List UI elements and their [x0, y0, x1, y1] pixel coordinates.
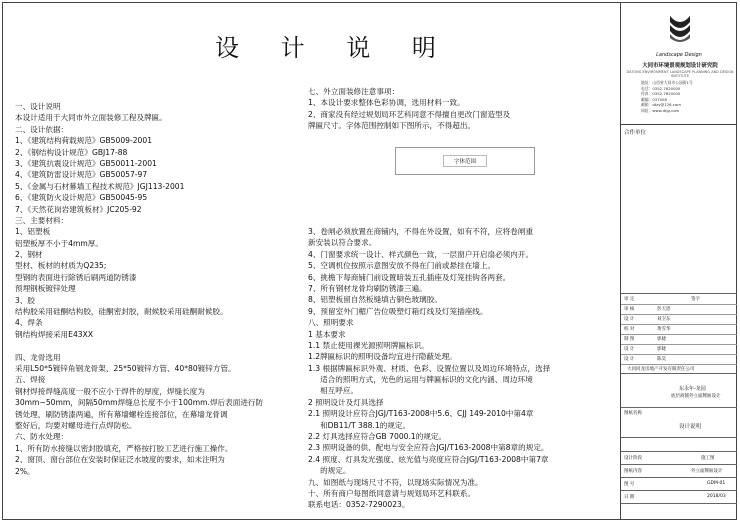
text-line: 型材、板材的材质为Q235;: [15, 261, 107, 271]
font-range-label: 字体范围: [443, 155, 487, 167]
left-column: [15, 101, 305, 477]
text-line: 1、铝塑板: [15, 227, 51, 237]
text-line: 2、商家没有经过规划局环艺科同意不得擅自更改门窗造型及: [308, 109, 511, 119]
text-line: 6、《建筑防火设计规范》GB50045-95: [15, 193, 148, 203]
text-line: 四、龙骨选用: [15, 352, 61, 362]
text-line: 7、《天然花岗岩建筑板材》JC205-92: [15, 204, 142, 214]
text-line: 4、门窗要求统一设计、样式颜色一致，一层窗户开启扇必须内开。: [308, 249, 534, 259]
date-label: 日 期: [624, 495, 635, 500]
text-line: 锈处理，刷防锈漆两遍，所有幕墙螺栓连接部位，在幕墙龙骨调: [15, 409, 228, 419]
text-line: 5、《金属与石材幕墙工程技术规范》JGJ113-2001: [15, 181, 185, 191]
client-row: [621, 364, 737, 374]
client-name: 大同同龙房地产开发有限责任公司: [627, 367, 695, 372]
text-line: 2%。: [15, 466, 35, 476]
text-line: 1、所有防水接缝以密封胶填充，严格按打胶工艺进行施工操作。: [15, 443, 233, 453]
number-label: 图 号: [624, 482, 635, 487]
page-title: 设 计 说 明: [215, 34, 453, 62]
text-line: 新安装以符合要求。: [308, 238, 377, 248]
text-line: 3、《建筑抗震设计规范》GB50011-2001: [15, 158, 157, 168]
text-line: 5、空调机位按照示意图安放不得在门前或悬挂在墙上。: [308, 261, 496, 271]
text-line: 8、铝塑板留自然板缝填古铜色玻璃胶。: [308, 295, 442, 305]
text-line: 钢材焊接焊缝高度一般不应小于焊件的厚度，焊缝长度为: [15, 386, 205, 396]
text-line: [15, 340, 305, 351]
text-line: 采用L50*5镀锌角钢龙骨架、25*50镀锌方管、40*80镀锌方管。: [15, 363, 236, 373]
title-block: [620, 2, 737, 520]
text-line: 1.3 根据牌匾标识外观、材质、色彩、设置位置以及周边环境特点，选择: [308, 363, 551, 373]
sign-name: 陈昊: [657, 357, 666, 362]
font-range-sample: [395, 147, 535, 175]
sign-name: 刘卫东: [657, 317, 671, 322]
logo-english: Landscape Design: [656, 52, 702, 58]
sign-role: 设 计: [624, 317, 635, 322]
text-line: 十、所有商户每图纸同意请与规划局环艺科联系。: [308, 488, 476, 498]
sign-name: 黄雪华: [657, 327, 671, 332]
text-line: 相互呼应。: [308, 386, 359, 396]
text-line: 2.1 照明设计应符合JGJ/T163-2008中5.6、CJJ 149-2010中第4章: [308, 409, 534, 419]
institute-logo-icon: [667, 14, 693, 44]
text-line: 2.3 照明设备的供、配电与安全应符合JGJ/T163-2008中第8章的规定。: [308, 443, 549, 453]
sign-name: 郭婕: [657, 347, 666, 352]
text-line: 适合的照明方式，光色的运用与牌匾标识的文化内涵、周边环境: [308, 375, 533, 385]
text-line: 30mm~50mm，间隔50mm焊缝总长度不小于100mm.焊后表面进行防: [15, 398, 264, 408]
drawing-name-row: [621, 408, 737, 438]
text-line: 六、防水处理：: [15, 432, 69, 442]
text-line: 6、挑檐下每商铺门前设置暗装五孔插座及灯笼挂钩各两套。: [308, 272, 511, 282]
logo-info-line: 电话：0352-7620000: [641, 85, 681, 91]
text-line: 三、主要材料：: [15, 215, 69, 225]
phase-label: 设计阶段: [624, 456, 642, 461]
seal-area: [621, 124, 737, 294]
drawing-label: 图纸名称: [624, 411, 642, 416]
number-row: [621, 478, 737, 491]
logo-area: [621, 2, 737, 125]
sign-role: 制 图: [624, 337, 635, 342]
sign-role: 校 对: [624, 327, 635, 332]
number-value: GDM-01: [707, 481, 726, 486]
blank-row: [621, 438, 737, 452]
text-line: 1 基本要求: [308, 329, 346, 339]
text-line: 型钢的表面进行除锈后刷两道防锈漆: [15, 272, 137, 282]
text-line: 2、《钢结构设计规范》GBJ17-88: [15, 147, 128, 157]
sign-name: 彭天恩: [657, 307, 671, 312]
text-line: 2.2 灯具选择应符合GB 7000.1的规定。: [308, 432, 447, 442]
sign-role: 审 核: [624, 307, 635, 312]
text-line: 的规定。: [308, 466, 351, 476]
sign-role-2: 签字: [691, 297, 700, 302]
project-name: 东永年-龙园: [679, 386, 706, 392]
phase-row: [621, 452, 737, 465]
logo-info-line: 传真：0352-7620000: [641, 91, 681, 97]
text-line: 预埋钢板镀锌处理: [15, 284, 76, 294]
sign-role: 设 计: [624, 357, 635, 362]
text-line: 1.2牌匾标识的照明设备均宜进行隐蔽处理。: [308, 352, 457, 362]
text-line: 钢结构焊接采用E43XX: [15, 329, 94, 339]
drawing-name: 设计说明: [679, 424, 702, 430]
date-value: 2018/03: [707, 494, 726, 499]
date-row: [621, 491, 737, 504]
logo-info-line: 邮箱：dtzy@126.com: [641, 102, 681, 108]
logo-info-line: 地址：山西省大同市公园街1号: [641, 80, 693, 85]
right-column-top: [308, 86, 623, 132]
text-line: 3、卷闸必须放置在商铺内，不得在外设置，如有不符，应将卷闸重: [308, 227, 534, 236]
right-column: [308, 226, 623, 511]
text-line: 9、预留室外门楣广告位吸塑灯箱灯线及灯笼插座线。: [308, 306, 488, 316]
project-name-2: 底层商铺外立面牌匾设计: [671, 394, 721, 399]
text-line: 4、焊条: [15, 318, 43, 328]
text-line: 1.1 禁止使用裸光源照明牌匾标识。: [308, 340, 429, 350]
text-line: 2、窗顶、窗台部位在安装时保证泛水坡度的要求，如未注明为: [15, 455, 225, 465]
text-line: 2.4 照度、灯具发光强度、炫光值与亮度应符合JGJ/T163-2008中第7章: [308, 454, 549, 464]
logo-info-line: 邮编：037008: [641, 96, 667, 102]
text-line: 7、所有钢材龙骨均刷防锈漆三遍。: [308, 283, 427, 293]
text-line: 1、本设计要求整体色彩协调，选用材料一致。: [308, 98, 465, 108]
text-line: 铝塑板厚不小于4mm厚。: [15, 238, 103, 248]
logo-info-line: 网址：www.dtjg.com: [641, 107, 680, 113]
sign-role: 设 计: [624, 347, 635, 352]
text-line: 1、《建筑结构荷载规范》GB5009-2001: [15, 136, 153, 146]
text-line: 牌匾尺寸。字体范围控制如下图所示，不得超出。: [308, 121, 476, 131]
text-line: 和DB11/T 388.1的规定。: [308, 420, 411, 430]
logo-subtitle: DATONG ENVIRONMENT LANDSCAPE PLANNING AND DESIGN INSTITUTE: [626, 70, 734, 78]
text-line: 结构胶采用硅酮结构胶，硅酮密封胶，耐候胶采用硅酮耐候胶。: [15, 307, 228, 317]
text-line: 九、如图纸与现场尺寸不符，以现场实际情况为准。: [308, 477, 483, 487]
seal-label: 合作单位: [624, 130, 647, 136]
project-row: [621, 374, 737, 408]
sheet-row: [621, 465, 737, 478]
text-line: 本设计适用于大同市外立面装修工程及牌匾。: [15, 113, 167, 123]
text-line: 八、照明要求: [308, 318, 354, 328]
text-line: 2、钢材: [15, 250, 43, 260]
text-line: 联系电话：0352-7290023。: [308, 500, 410, 510]
text-line: 一、设计说明: [15, 102, 61, 111]
text-line: 4、《建筑防雷设计规范》GB50057-97: [15, 170, 148, 180]
logo-chinese: 大同市环境景观规划设计研究院: [642, 63, 718, 69]
text-line: 七、外立面装修注意事项：: [308, 87, 400, 96]
text-line: 2 照明设计及灯具选择: [308, 397, 384, 407]
sign-name: 郭婕: [657, 337, 666, 342]
logo-info: [641, 80, 693, 114]
sheet-label: 图纸内容: [624, 469, 642, 474]
sheet-value: 外立面牌匾设计: [691, 469, 723, 474]
text-line: 整好后，均要对螺母进行点焊防松。: [15, 420, 137, 430]
text-line: 五、焊接: [15, 375, 46, 385]
sign-role: 审 定: [624, 297, 635, 302]
phase-value: 施工图: [701, 456, 715, 461]
text-line: 3、胶: [15, 295, 36, 305]
text-line: 二、设计依据：: [15, 124, 69, 134]
